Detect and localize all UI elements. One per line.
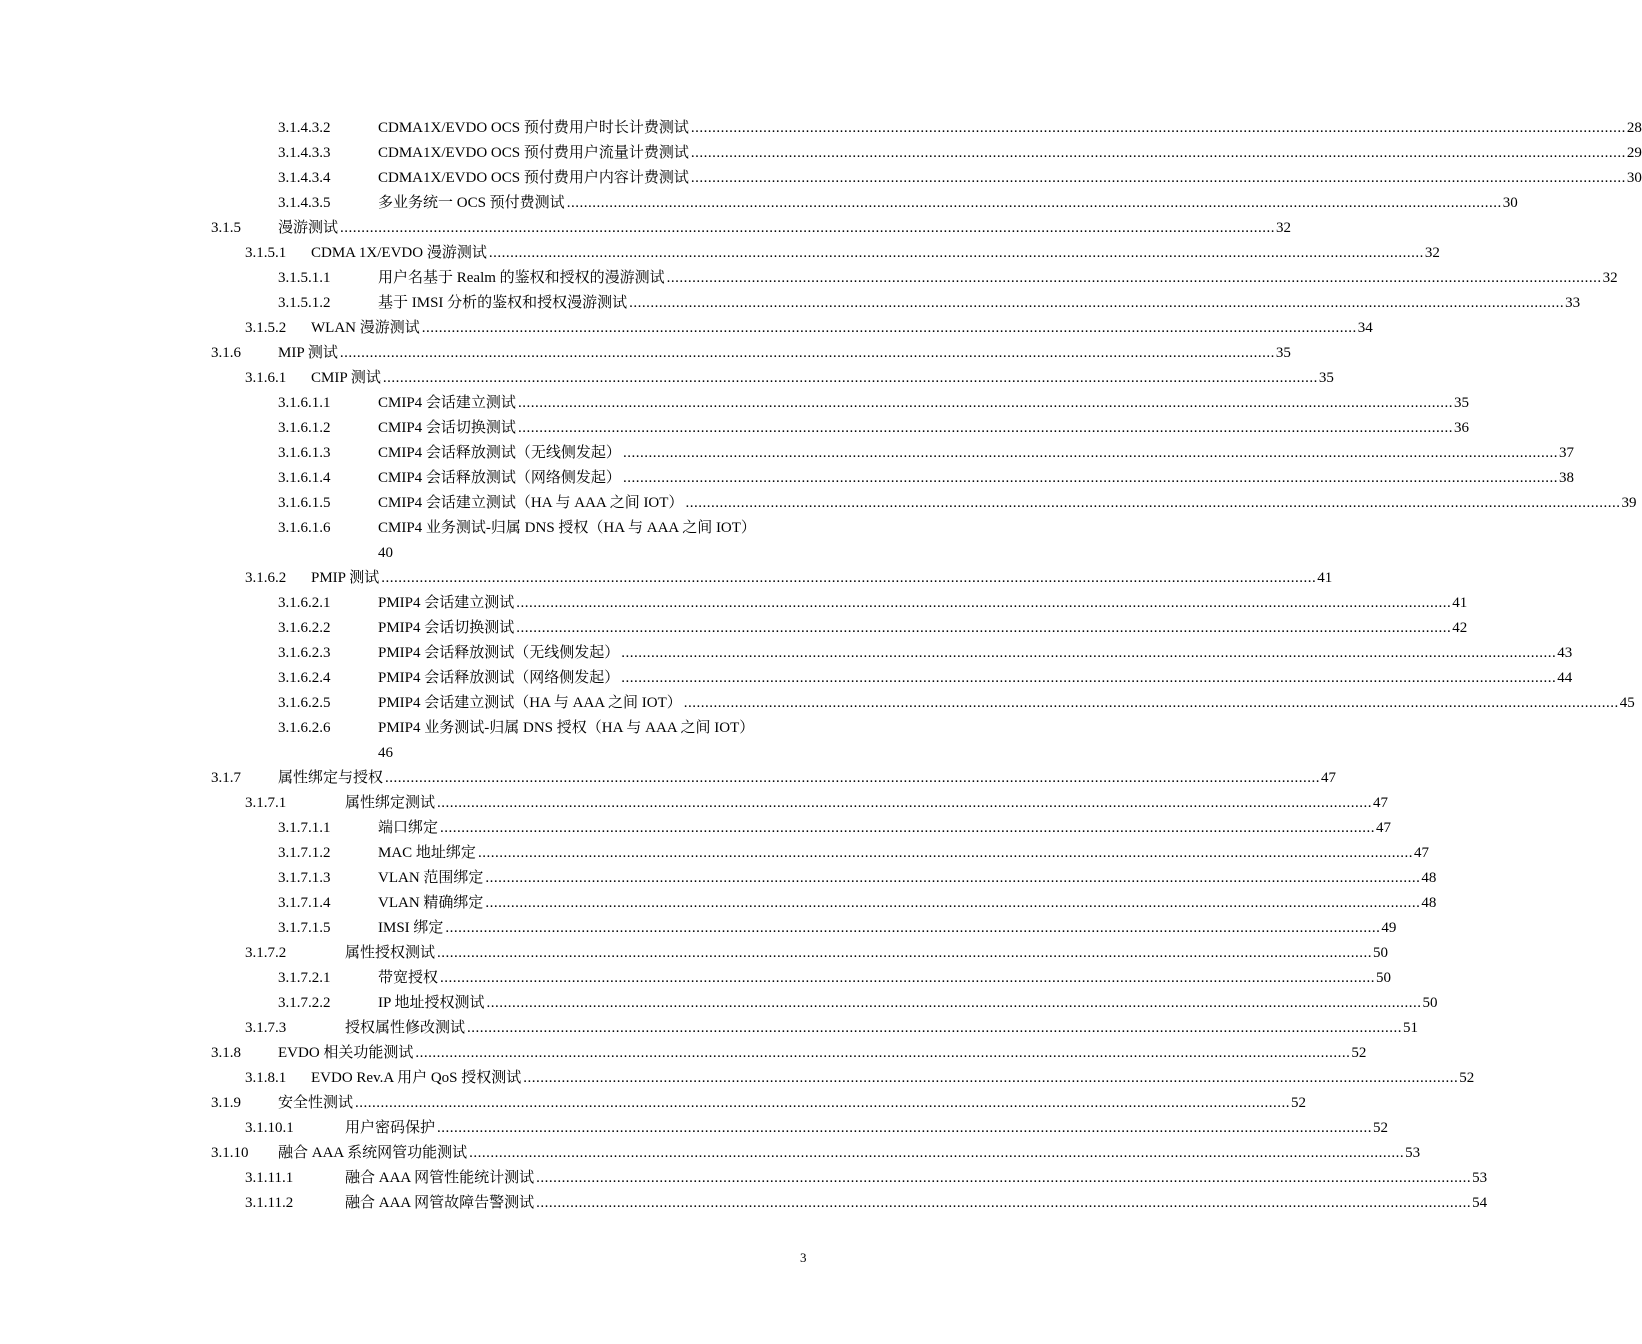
toc-entry-body [378, 691, 1635, 716]
dot-leader: ............................................................................................................................................................................................................................ [415, 1045, 1351, 1061]
toc-entry[interactable] [0, 1066, 1475, 1091]
toc-entry-page: 35 [1275, 345, 1291, 361]
toc-entry-number: 3.1.7 [211, 770, 241, 786]
toc-entry-number: 3.1.5.1.1 [278, 270, 331, 286]
toc-entry-page: 47 [1413, 845, 1429, 861]
dot-leader: ............................................................................................................................................................................................................................ [536, 1170, 1472, 1186]
toc-entry-number: 3.1.11.1 [245, 1170, 294, 1186]
toc-entry-body [311, 241, 1440, 266]
toc-entry-number: 3.1.7.1.1 [278, 820, 331, 836]
dot-leader: ............................................................................................................................................................................................................................ [339, 345, 1275, 361]
toc-entry-number: 3.1.6.1.4 [278, 470, 331, 486]
dot-leader: ............................................................................................................................................................................................................................ [385, 770, 1321, 786]
toc-entry[interactable] [0, 616, 1468, 641]
toc-entry-body [378, 966, 1392, 991]
toc-entry-title: 属性绑定测试 [345, 795, 436, 811]
toc-entry[interactable] [0, 566, 1333, 591]
toc-entry-title: CDMA1X/EVDO OCS 预付费用户流量计费测试 [378, 145, 689, 161]
toc-entry[interactable] [0, 391, 1469, 416]
toc-entry-title: 融合 AAA 系统网管功能测试 [278, 1145, 468, 1161]
toc-entry-title: EVDO 相关功能测试 [278, 1045, 414, 1061]
toc-entry-title: 用户密码保护 [345, 1120, 436, 1136]
toc-entry[interactable] [0, 341, 1291, 366]
toc-entry-number: 3.1.6.2 [245, 570, 287, 586]
toc-entry-title: CMIP4 会话释放测试（网络侧发起） [378, 470, 621, 486]
toc-entry-page: 48 [1421, 895, 1437, 911]
toc-entry-number: 3.1.6.1.1 [278, 395, 331, 411]
toc-entry-page: 35 [1453, 395, 1469, 411]
toc-entry-title: 端口绑定 [378, 820, 439, 836]
toc-entry-title: PMIP4 业务测试-归属 DNS 授权（HA 与 AAA 之间 IOT） [378, 720, 755, 736]
toc-entry-title: CDMA 1X/EVDO 漫游测试 [311, 245, 487, 261]
toc-entry-title: 基于 IMSI 分析的鉴权和授权漫游测试 [378, 295, 628, 311]
dot-leader: ............................................................................................................................................................................................................................ [445, 920, 1381, 936]
toc-entry[interactable] [0, 1041, 1367, 1066]
toc-entry-body [378, 991, 1438, 1016]
toc-entry-number: 3.1.7.1.3 [278, 870, 331, 886]
dot-leader: ............................................................................................................................................................................................................................ [517, 395, 1453, 411]
toc-entry-number: 3.1.4.3.4 [278, 170, 331, 186]
toc-entry-number: 3.1.6.1.5 [278, 495, 331, 511]
toc-entry-title: WLAN 漫游测试 [311, 320, 420, 336]
dot-leader: ............................................................................................................................................................................................................................ [536, 1195, 1472, 1211]
dot-leader: ............................................................................................................................................................................................................................ [516, 620, 1452, 636]
toc-entry-page: 53 [1405, 1145, 1421, 1161]
toc-entry-number: 3.1.7.3 [245, 1020, 287, 1036]
toc-entry-page: 48 [1421, 870, 1437, 886]
toc-entry[interactable] [0, 816, 1392, 841]
toc-entry-body [378, 666, 1573, 691]
toc-entry-title: VLAN 范围绑定 [378, 870, 484, 886]
toc-entry-title: PMIP4 会话释放测试（网络侧发起） [378, 670, 620, 686]
toc-entry-number: 3.1.6.1.3 [278, 445, 331, 461]
toc-entry-page: 43 [1557, 645, 1573, 661]
dot-leader: ............................................................................................................................................................................................................................ [421, 320, 1357, 336]
dot-leader: ............................................................................................................................................................................................................................ [683, 695, 1619, 711]
dot-leader: ............................................................................................................................................................................................................................ [382, 370, 1318, 386]
toc-entry-page: 52 [1373, 1120, 1389, 1136]
toc-entry[interactable] [0, 666, 1573, 691]
toc-entry-page: 45 [1619, 695, 1635, 711]
toc-entry-title: PMIP4 会话切换测试 [378, 620, 515, 636]
toc-entry-number: 3.1.6.1.2 [278, 420, 331, 436]
toc-entry-number: 3.1.5.2 [245, 320, 287, 336]
toc-entry-body [311, 316, 1373, 341]
toc-entry-body [378, 141, 1642, 166]
toc-entry-body [378, 491, 1637, 516]
dot-leader: ............................................................................................................................................................................................................................ [485, 895, 1421, 911]
toc-entry-page: 30 [1502, 195, 1518, 211]
toc-entry[interactable] [0, 266, 1618, 291]
page-number: 3 [800, 1250, 807, 1265]
toc-entry-number: 3.1.6.1 [245, 370, 287, 386]
dot-leader: ............................................................................................................................................................................................................................ [488, 245, 1424, 261]
dot-leader: ............................................................................................................................................................................................................................ [381, 570, 1317, 586]
toc-entry-number: 3.1.7.1.4 [278, 895, 331, 911]
toc-entry-number: 3.1.7.2 [245, 945, 287, 961]
toc-entry[interactable] [0, 191, 1518, 216]
toc-entry-title: 授权属性修改测试 [345, 1020, 466, 1036]
toc-entry-title: CDMA1X/EVDO OCS 预付费用户时长计费测试 [378, 120, 689, 136]
dot-leader: ............................................................................................................................................................................................................................ [486, 995, 1422, 1011]
dot-leader: ............................................................................................................................................................................................................................ [622, 445, 1558, 461]
toc-entry-number: 3.1.6 [211, 345, 241, 361]
dot-leader: ............................................................................................................................................................................................................................ [566, 195, 1502, 211]
toc-entry-page: 32 [1602, 270, 1618, 286]
toc-entry[interactable] [0, 1091, 1307, 1116]
toc-entry-page: 40 [378, 545, 393, 561]
toc-entry[interactable] [0, 966, 1392, 991]
toc-entry[interactable] [0, 166, 1642, 191]
toc-entry-title: IMSI 绑定 [378, 920, 444, 936]
toc-entry-page: 33 [1565, 295, 1581, 311]
toc-entry-body [278, 1091, 1307, 1116]
dot-leader: ............................................................................................................................................................................................................................ [340, 220, 1276, 236]
toc-entry-title: 用户名基于 Realm 的鉴权和授权的漫游测试 [378, 270, 665, 286]
toc-entry-body [345, 1191, 1488, 1216]
toc-entry-body [345, 941, 1389, 966]
toc-entry-title: 属性绑定与授权 [278, 770, 384, 786]
toc-entry[interactable] [0, 441, 1574, 466]
toc-entry[interactable] [0, 791, 1389, 816]
toc-entry-page: 50 [1376, 970, 1392, 986]
toc-entry-body [378, 891, 1437, 916]
toc-entry-title: 融合 AAA 网管性能统计测试 [345, 1170, 535, 1186]
toc-entry-title: VLAN 精确绑定 [378, 895, 484, 911]
toc-entry[interactable] [0, 241, 1440, 266]
dot-leader: ............................................................................................................................................................................................................................ [440, 970, 1376, 986]
toc-entry[interactable] [0, 641, 1573, 666]
toc-entry-page: 50 [1373, 945, 1389, 961]
toc-entry-title: 带宽授权 [378, 970, 439, 986]
toc-entry-body [378, 116, 1642, 141]
dot-leader: ............................................................................................................................................................................................................................ [690, 170, 1626, 186]
toc-entry-page: 32 [1424, 245, 1440, 261]
toc-entry-title: CMIP4 会话建立测试（HA 与 AAA 之间 IOT） [378, 495, 684, 511]
toc-entry[interactable] [0, 1191, 1488, 1216]
toc-entry-number: 3.1.6.2.5 [278, 695, 331, 711]
toc-entry-number: 3.1.7.1.2 [278, 845, 331, 861]
toc-entry-page: 50 [1422, 995, 1438, 1011]
toc-entry[interactable] [0, 366, 1334, 391]
toc-entry-number: 3.1.5 [211, 220, 241, 236]
toc-entry-number: 3.1.5.1 [245, 245, 287, 261]
toc-entry-title: PMIP4 会话释放测试（无线侧发起） [378, 645, 620, 661]
toc-entry[interactable] [0, 1141, 1421, 1166]
toc-entry[interactable] [0, 141, 1642, 166]
dot-leader: ............................................................................................................................................................................................................................ [690, 120, 1626, 136]
toc-entry-body [311, 566, 1333, 591]
toc-entry-title: CMIP4 会话建立测试 [378, 395, 516, 411]
toc-entry[interactable] [0, 691, 1635, 716]
dot-leader: ............................................................................................................................................................................................................................ [355, 1095, 1291, 1111]
toc-entry-body [345, 1016, 1419, 1041]
toc-entry-page: 46 [378, 745, 393, 761]
toc-entry-title: MIP 测试 [278, 345, 338, 361]
toc-entry-body [378, 391, 1469, 416]
toc-entry[interactable] [0, 291, 1581, 316]
toc-entry[interactable] [0, 916, 1397, 941]
toc-entry-body [278, 216, 1292, 241]
dot-leader: ............................................................................................................................................................................................................................ [523, 1070, 1459, 1086]
toc-entry-number: 3.1.7.1.5 [278, 920, 331, 936]
toc-entry-page: 52 [1351, 1045, 1367, 1061]
toc-entry[interactable] [0, 841, 1429, 866]
toc-entry-number: 3.1.11.2 [245, 1195, 294, 1211]
dot-leader: ............................................................................................................................................................................................................................ [485, 870, 1421, 886]
toc-entry-page: 28 [1626, 120, 1642, 136]
dot-leader: ............................................................................................................................................................................................................................ [690, 145, 1626, 161]
toc-entry-page: 44 [1557, 670, 1573, 686]
toc-entry-page: 52 [1459, 1070, 1475, 1086]
toc-entry-page: 47 [1373, 795, 1389, 811]
toc-entry-body [378, 591, 1468, 616]
toc-entry-title: CMIP4 会话释放测试（无线侧发起） [378, 445, 621, 461]
toc-entry[interactable] [0, 516, 950, 566]
toc-entry-title: PMIP4 会话建立测试 [378, 595, 515, 611]
toc-entry[interactable] [0, 316, 1373, 341]
toc-entry-body [378, 291, 1581, 316]
toc-entry-number: 3.1.4.3.5 [278, 195, 331, 211]
toc-entry-title: MAC 地址绑定 [378, 845, 476, 861]
dot-leader: ............................................................................................................................................................................................................................ [629, 295, 1565, 311]
toc-entry-number: 3.1.5.1.2 [278, 295, 331, 311]
toc-entry[interactable] [0, 466, 1574, 491]
toc-entry-title: EVDO Rev.A 用户 QoS 授权测试 [311, 1070, 522, 1086]
toc-entry-page: 51 [1403, 1020, 1419, 1036]
toc-entry-body [378, 866, 1437, 891]
toc-entry-title: CMIP 测试 [311, 370, 381, 386]
dot-leader: ............................................................................................................................................................................................................................ [517, 420, 1453, 436]
toc-entry-title: CMIP4 业务测试-归属 DNS 授权（HA 与 AAA 之间 IOT） [378, 520, 756, 536]
toc-entry-number: 3.1.8.1 [245, 1070, 287, 1086]
toc-entry-page: 38 [1558, 470, 1574, 486]
toc-entry-title: 多业务统一 OCS 预付费测试 [378, 195, 565, 211]
dot-leader: ............................................................................................................................................................................................................................ [622, 470, 1558, 486]
toc-entry[interactable] [0, 416, 1469, 441]
toc-entry-number: 3.1.4.3.2 [278, 120, 331, 136]
toc-entry-number: 3.1.7.2.1 [278, 970, 331, 986]
toc-entry-number: 3.1.6.2.4 [278, 670, 331, 686]
toc-entry-body [278, 1041, 1367, 1066]
dot-leader: ............................................................................................................................................................................................................................ [469, 1145, 1405, 1161]
toc-entry[interactable] [0, 716, 950, 766]
toc-entry-number: 3.1.10.1 [245, 1120, 294, 1136]
dot-leader: ............................................................................................................................................................................................................................ [440, 820, 1376, 836]
dot-leader: ............................................................................................................................................................................................................................ [437, 945, 1373, 961]
toc-entry[interactable] [0, 866, 1437, 891]
toc-entry-body [378, 641, 1573, 666]
dot-leader: ............................................................................................................................................................................................................................ [685, 495, 1621, 511]
toc-entry-body [311, 1066, 1475, 1091]
toc-entry-body [378, 516, 805, 566]
toc-entry-number: 3.1.6.2.3 [278, 645, 331, 661]
toc-entry-page: 42 [1452, 620, 1468, 636]
toc-entry[interactable] [0, 116, 1642, 141]
toc-entry-body [378, 191, 1518, 216]
toc-entry[interactable] [0, 216, 1292, 241]
toc-entry-number: 3.1.10 [211, 1145, 249, 1161]
toc-entry-number: 3.1.6.2.6 [278, 720, 331, 736]
toc-entry-number: 3.1.7.1 [245, 795, 287, 811]
toc-entry-body [311, 366, 1334, 391]
dot-leader: ............................................................................................................................................................................................................................ [437, 1120, 1373, 1136]
toc-entry-body [378, 416, 1469, 441]
toc-entry-page: 35 [1318, 370, 1334, 386]
toc-entry-body [378, 266, 1618, 291]
toc-entry-page: 47 [1376, 820, 1392, 836]
toc-entry-number: 3.1.4.3.3 [278, 145, 331, 161]
toc-entry[interactable] [0, 491, 1637, 516]
toc-entry-title: 属性授权测试 [345, 945, 436, 961]
toc-entry-title: PMIP 测试 [311, 570, 380, 586]
toc-entry-page: 41 [1317, 570, 1333, 586]
dot-leader: ............................................................................................................................................................................................................................ [516, 595, 1452, 611]
toc-entry-page: 29 [1626, 145, 1642, 161]
dot-leader: ............................................................................................................................................................................................................................ [621, 645, 1557, 661]
dot-leader: ............................................................................................................................................................................................................................ [666, 270, 1602, 286]
toc-entry-body [378, 916, 1397, 941]
toc-entry[interactable] [0, 991, 1438, 1016]
toc-entry-number: 3.1.6.2.2 [278, 620, 331, 636]
toc-entry[interactable] [0, 1166, 1488, 1191]
toc-entry-body [278, 341, 1291, 366]
toc-entry-body [378, 166, 1642, 191]
dot-leader: ............................................................................................................................................................................................................................ [467, 1020, 1403, 1036]
table-of-contents [0, 116, 1642, 1216]
toc-entry-title: 融合 AAA 网管故障告警测试 [345, 1195, 535, 1211]
toc-entry-page: 47 [1321, 770, 1337, 786]
toc-entry-number: 3.1.7.2.2 [278, 995, 331, 1011]
toc-entry-body [345, 1116, 1389, 1141]
toc-entry-body [378, 841, 1429, 866]
toc-entry-page: 54 [1472, 1195, 1488, 1211]
dot-leader: ............................................................................................................................................................................................................................ [621, 670, 1557, 686]
toc-entry-page: 30 [1626, 170, 1642, 186]
toc-entry-page: 37 [1558, 445, 1574, 461]
toc-entry-page: 52 [1291, 1095, 1307, 1111]
dot-leader: ............................................................................................................................................................................................................................ [437, 795, 1373, 811]
toc-entry[interactable] [0, 591, 1468, 616]
toc-entry-body [378, 716, 805, 766]
toc-entry-body [378, 816, 1392, 841]
toc-entry[interactable] [0, 1116, 1389, 1141]
dot-leader: ............................................................................................................................................................................................................................ [477, 845, 1413, 861]
toc-entry-body [278, 1141, 1421, 1166]
toc-entry-body [378, 616, 1468, 641]
toc-entry-number: 3.1.8 [211, 1045, 241, 1061]
toc-entry-body [278, 766, 1337, 791]
toc-entry-title: CMIP4 会话切换测试 [378, 420, 516, 436]
toc-entry[interactable] [0, 766, 1337, 791]
toc-entry-page: 41 [1452, 595, 1468, 611]
toc-entry[interactable] [0, 1016, 1419, 1041]
toc-entry-page: 39 [1621, 495, 1637, 511]
toc-entry-title: CDMA1X/EVDO OCS 预付费用户内容计费测试 [378, 170, 689, 186]
toc-entry-page: 49 [1381, 920, 1397, 936]
toc-entry-title: 漫游测试 [278, 220, 339, 236]
toc-entry-page: 53 [1472, 1170, 1488, 1186]
toc-entry-title: IP 地址授权测试 [378, 995, 485, 1011]
toc-entry-body [345, 1166, 1488, 1191]
toc-entry-page: 36 [1453, 420, 1469, 436]
toc-entry-number: 3.1.6.2.1 [278, 595, 331, 611]
toc-entry-body [378, 466, 1574, 491]
toc-entry-title: 安全性测试 [278, 1095, 354, 1111]
toc-entry-body [378, 441, 1574, 466]
toc-entry-title: PMIP4 会话建立测试（HA 与 AAA 之间 IOT） [378, 695, 682, 711]
toc-entry[interactable] [0, 941, 1389, 966]
toc-entry-number: 3.1.6.1.6 [278, 520, 331, 536]
toc-entry-page: 34 [1357, 320, 1373, 336]
toc-entry-page: 32 [1276, 220, 1292, 236]
toc-entry-number: 3.1.9 [211, 1095, 241, 1111]
toc-entry-body [345, 791, 1389, 816]
toc-entry[interactable] [0, 891, 1437, 916]
